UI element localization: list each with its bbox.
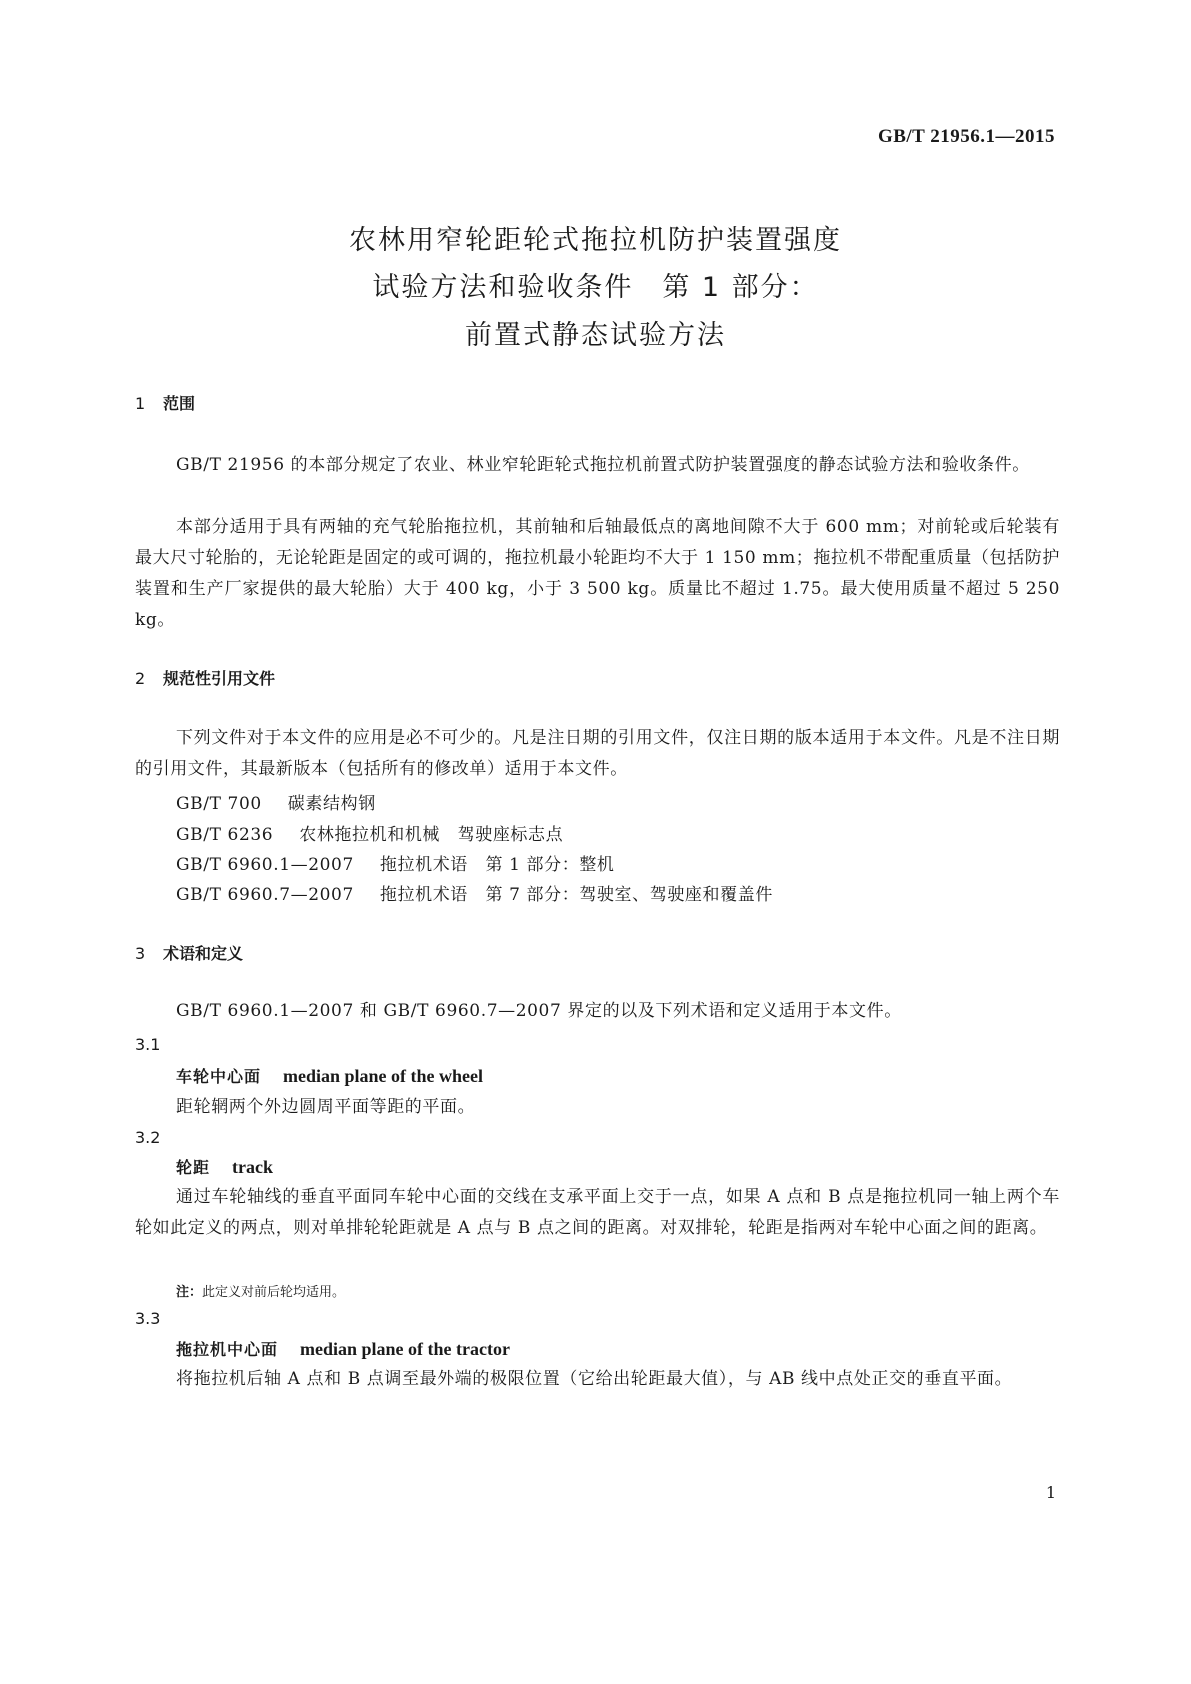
reference-item: [176, 789, 376, 814]
term-entry: [176, 1337, 510, 1360]
page-number: 1: [1045, 1483, 1056, 1502]
title-line-3: 前置式静态试验方法: [465, 320, 726, 351]
term-definition: 距轮辋两个外边圆周平面等距的平面。: [176, 1097, 476, 1117]
reference-title: 拖拉机术语 第 1 部分：整机: [379, 855, 615, 875]
term-definition: 将拖拉机后轴 A 点和 B 点调至最外端的极限位置（它给出轮距最大值），与 AB 线中点处正交的垂直平面。: [176, 1369, 1013, 1389]
section-number: 1: [135, 394, 146, 413]
reference-title: 碳素结构钢: [287, 794, 376, 814]
reference-item: [176, 820, 563, 845]
section-title: 规范性引用文件: [163, 669, 276, 688]
section-title: 术语和定义: [163, 944, 244, 963]
clause-number: 3.2: [135, 1128, 161, 1147]
section-title: 范围: [163, 394, 196, 413]
reference-item: [176, 850, 615, 875]
term-chinese: 拖拉机中心面: [176, 1340, 279, 1359]
reference-code: GB/T 6960.7—2007: [176, 885, 354, 905]
note: [176, 1281, 345, 1300]
reference-item: [176, 880, 773, 905]
reference-code: GB/T 6236: [176, 825, 274, 845]
section-2-heading: [135, 666, 275, 689]
term-english: median plane of the wheel: [283, 1066, 484, 1086]
paragraph: 下列文件对于本文件的应用是必不可少的。凡是注日期的引用文件，仅注日期的版本适用于本文件。凡是不注日期的引用文件，其最新版本（包括所有的修改单）适用于本文件。: [135, 728, 1060, 779]
section-1-heading: [135, 391, 195, 414]
reference-code: GB/T 700: [176, 794, 262, 814]
term-entry: [176, 1064, 483, 1087]
standard-number: GB/T 21956.1—2015: [877, 126, 1055, 147]
section-number: 2: [135, 669, 146, 688]
paragraph: GB/T 6960.1—2007 和 GB/T 6960.7—2007 界定的以及下列术语和定义适用于本文件。: [176, 1001, 902, 1021]
term-english: median plane of the tractor: [300, 1339, 510, 1359]
term-chinese: 车轮中心面: [176, 1067, 262, 1086]
term-entry: [176, 1155, 273, 1178]
term-chinese: 轮距: [176, 1158, 211, 1177]
reference-title: 拖拉机术语 第 7 部分：驾驶室、驾驶座和覆盖件: [379, 885, 773, 905]
section-number: 3: [135, 944, 146, 963]
note-text: 此定义对前后轮均适用。: [202, 1285, 346, 1300]
term-english: track: [232, 1157, 273, 1177]
paragraph: GB/T 21956 的本部分规定了农业、林业窄轮距轮式拖拉机前置式防护装置强度的静态试验方法和验收条件。: [176, 455, 1030, 475]
clause-number: 3.1: [135, 1035, 161, 1054]
title-line-2: 试验方法和验收条件 第 1 部分：: [372, 272, 819, 303]
section-3-heading: [135, 941, 243, 964]
reference-title: 农林拖拉机和机械 驾驶座标志点: [299, 825, 564, 845]
reference-code: GB/T 6960.1—2007: [176, 855, 354, 875]
note-label: 注：: [176, 1285, 203, 1300]
paragraph: 本部分适用于具有两轴的充气轮胎拖拉机，其前轴和后轴最低点的离地间隙不大于 600 mm；对前轮或后轮装有最大尺寸轮胎的，无论轮距是固定的或可调的，拖拉机最小轮距均不大于 1 150 mm；拖拉机不带配重质量（包括防护装置和生产厂家提供的最大轮胎）大于 400 kg，小于 3 500 kg。质量比不超过 1.75。最大使用质量不超过 5 250 kg。: [135, 517, 1060, 630]
term-definition: 通过车轮轴线的垂直平面同车轮中心面的交线在支承平面上交于一点，如果 A 点和 B 点是拖拉机同一轴上两个车轮如此定义的两点，则对单排轮轮距就是 A 点与 B 点之间的距离。对双排轮，轮距是指两对车轮中心面之间的距离。: [135, 1187, 1060, 1238]
title-line-1: 农林用窄轮距轮式拖拉机防护装置强度: [349, 225, 842, 256]
clause-number: 3.3: [135, 1309, 161, 1328]
